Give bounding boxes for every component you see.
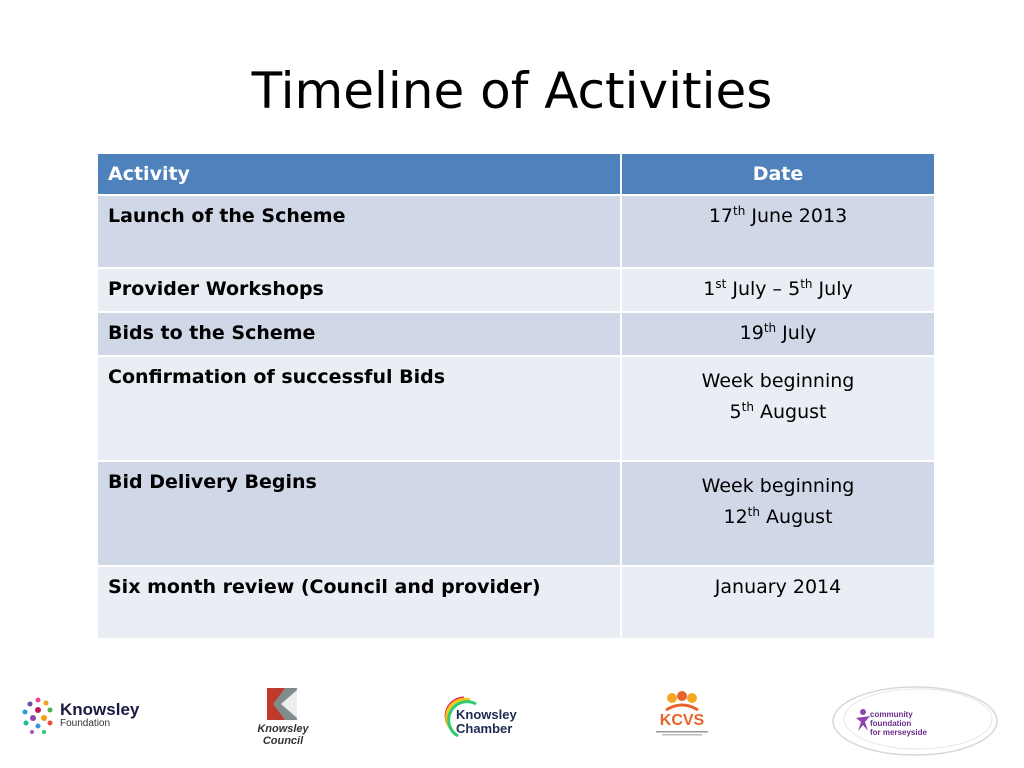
table-row — [97, 566, 935, 639]
knowsley-council-icon — [267, 688, 297, 720]
ordinal-suffix: st — [715, 277, 727, 291]
column-header-activity: Activity — [97, 153, 621, 195]
ordinal-suffix: th — [747, 505, 760, 519]
knowsley-chamber-logo — [444, 692, 530, 744]
date-line: 17th June 2013 — [708, 204, 848, 227]
knowsley-council-name: Knowsley Council — [257, 723, 309, 747]
knowsley-foundation-logo — [20, 696, 150, 736]
kcvs-tagline-icon — [656, 730, 708, 736]
kcvs-people-icon — [662, 690, 702, 712]
knowsley-chamber-line2: Chamber — [456, 721, 513, 736]
activity-cell: Six month review (Council and provider) — [97, 566, 621, 639]
community-foundation-logo — [830, 682, 1000, 760]
kcvs-logo — [654, 690, 710, 742]
date-line: January 2014 — [714, 576, 842, 598]
community-foundation-line1: community — [870, 710, 913, 719]
date-cell — [621, 356, 935, 461]
knowsley-chamber-line1: Knowsley — [456, 707, 517, 722]
table-row — [97, 312, 935, 356]
column-header-date: Date — [621, 153, 935, 195]
community-foundation-line3: for merseyside — [870, 728, 927, 737]
dots-icon — [20, 696, 56, 736]
activity-cell: Confirmation of successful Bids — [97, 356, 621, 461]
date-line: Week beginning — [701, 370, 855, 392]
activity-cell: Bids to the Scheme — [97, 312, 621, 356]
date-cell — [621, 461, 935, 566]
kcvs-name: KCVS — [659, 712, 705, 729]
community-foundation-line2: foundation — [870, 719, 912, 728]
table-row — [97, 356, 935, 461]
logo-strip — [0, 672, 1024, 768]
ordinal-suffix: th — [800, 277, 813, 291]
table-row — [97, 195, 935, 268]
date-cell — [621, 195, 935, 268]
table-row — [97, 268, 935, 312]
knowsley-council-logo — [240, 688, 326, 748]
date-cell — [621, 312, 935, 356]
ordinal-suffix: th — [741, 400, 754, 414]
activity-cell: Provider Workshops — [97, 268, 621, 312]
date-line: 1st July – 5th July — [703, 277, 853, 300]
date-cell — [621, 268, 935, 312]
date-line: 12th August — [723, 505, 833, 528]
activity-cell: Launch of the Scheme — [97, 195, 621, 268]
slide-title: Timeline of Activities — [251, 62, 773, 120]
knowsley-foundation-name: Knowsley — [60, 700, 140, 719]
activity-cell: Bid Delivery Begins — [97, 461, 621, 566]
community-foundation-name — [870, 710, 927, 737]
date-line: 5th August — [729, 400, 827, 423]
knowsley-foundation-sub: Foundation — [60, 718, 111, 729]
ordinal-suffix: th — [763, 321, 777, 335]
table-row — [97, 461, 935, 566]
table-header-row — [97, 153, 935, 195]
date-line: Week beginning — [701, 475, 855, 497]
ordinal-suffix: th — [733, 204, 746, 218]
date-cell — [621, 566, 935, 639]
timeline-table — [96, 152, 936, 640]
knowsley-chamber-name — [456, 708, 517, 736]
date-line: 19th July — [739, 321, 817, 344]
